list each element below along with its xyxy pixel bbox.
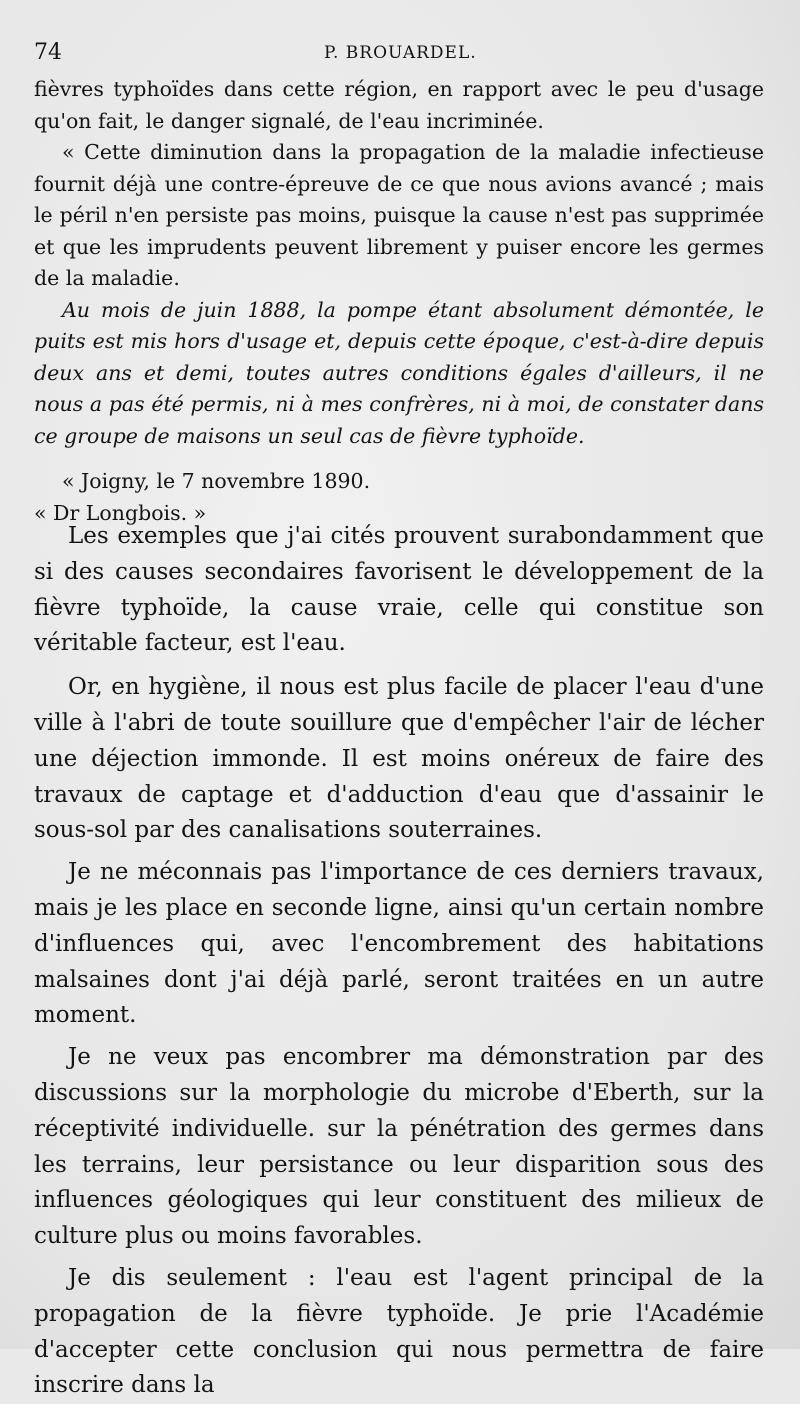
letter-signature: « Dr Longbois. » [34, 500, 207, 525]
letter-paragraph: fièvres typhoïdes dans cette région, en rapport avec le peu d'usage qu'on fait, le danger signalé, de l'eau incriminée. [34, 77, 764, 133]
body-paragraph: Or, en hygiène, il nous est plus facile de placer l'eau d'une ville à l'abri de toute souillure que d'empêcher l'air de lécher une déjection immonde. Il est moins onéreux de faire des travaux de captage et d'adduction d'eau que d'assainir le sous-sol par des canalisations souterraines. [34, 674, 764, 844]
main-text [34, 519, 764, 1404]
body-paragraph: Je ne veux pas encombrer ma démonstration par des discussions sur la morphologie du microbe d'Eberth, sur la réceptivité individuelle. sur la pénétration des germes dans les terrains, leur persistance ou leur disparition sous des influences géologiques qui leur constituent des milieux de culture plus ou moins favorables. [34, 1044, 764, 1250]
running-head: P. BROUARDEL. [324, 43, 477, 63]
body-paragraph: Je dis seulement : l'eau est l'agent principal de la propagation de la fièvre typhoïde. Je prie l'Académie d'accepter cette conclusion qui nous permettra de faire inscrire dans la [34, 1264, 764, 1399]
letter-dateline: « Joigny, le 7 novembre 1890. [62, 469, 371, 493]
page-number: 74 [34, 40, 62, 65]
letter-paragraph: « Cette diminution dans la propagation de la maladie infectieuse fournit déjà une contre-épreuve de ce que nous avions avancé ; mais le péril n'en persiste pas moins, puisque la cause n'est pas supprimée et que les imprudents peuvent librement y puiser encore les germes de la maladie. [34, 140, 764, 290]
body-paragraph: Les exemples que j'ai cités prouvent surabondamment que si des causes secondaires favorisent le développement de la fièvre typhoïde, la cause vraie, celle qui constitue son véritable facteur, est l'eau. [34, 523, 764, 657]
quoted-letter [34, 74, 764, 529]
page-header [34, 40, 764, 70]
letter-italic-paragraph: Au mois de juin 1888, la pompe étant absolument démontée, le puits est mis hors d'usage et, depuis cette époque, c'est-à-dire depuis deux ans et demi, toutes autres conditions égales d'ailleurs, il ne nous a pas été permis, ni à mes confrères, ni à moi, de constater dans ce groupe de maisons un seul cas de fièvre typhoïde. [34, 297, 764, 448]
body-paragraph: Je ne méconnais pas l'importance de ces derniers travaux, mais je les place en seconde ligne, ainsi qu'un certain nombre d'influences qui, avec l'encombrement des habitations malsaines dont j'ai déjà parlé, seront traitées en un autre moment. [34, 859, 764, 1029]
